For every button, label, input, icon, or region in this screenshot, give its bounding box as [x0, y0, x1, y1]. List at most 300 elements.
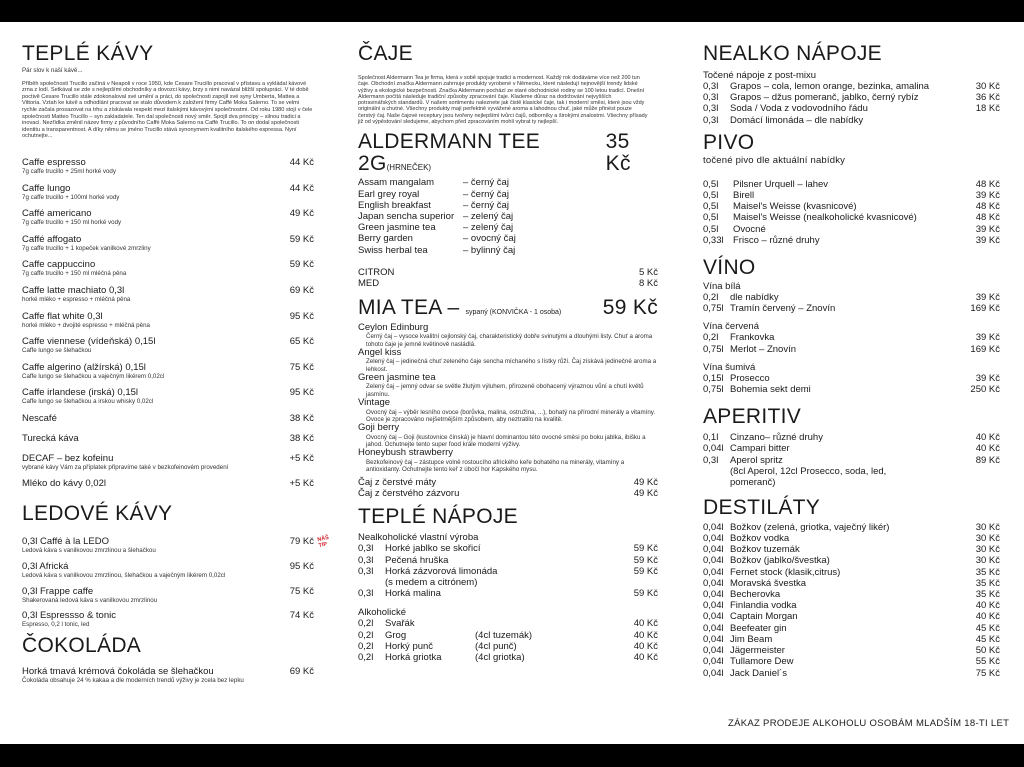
- iced-name: 0,3l Africká: [22, 561, 69, 573]
- wine-item: [703, 332, 1000, 343]
- aperitiv-item: [703, 455, 1000, 466]
- coffee-price: 49 Kč: [289, 208, 314, 220]
- ledove-kavy-title: LEDOVÉ KÁVY: [22, 502, 173, 526]
- spirit-item-name: Božkov tuzemák: [730, 544, 800, 556]
- fresh-tea: [358, 488, 658, 499]
- spirit-item-volume: 0,04l: [703, 555, 724, 567]
- spirit-item-price: 40 Kč: [975, 611, 1000, 623]
- nealko-list: [703, 81, 1000, 126]
- mia-tea-name: Ceylon Edinburg: [358, 321, 429, 333]
- tea-type: – zelený čaj: [463, 210, 514, 222]
- aperitiv-title: APERITIV: [703, 405, 802, 429]
- hot-drink-volume: 0,3l: [358, 543, 374, 555]
- tea-extras: [358, 267, 658, 289]
- iced-row: [22, 536, 314, 547]
- coffee-item: [22, 362, 314, 381]
- coffee-item: [22, 478, 314, 489]
- aperitiv-item-name: Campari bitter: [730, 443, 790, 455]
- spirit-item-name-wrap: [730, 555, 950, 566]
- aldermann-tea: [358, 211, 660, 222]
- wine-group-label: Vína šumivá: [703, 361, 756, 373]
- coffee-price: +5 Kč: [289, 452, 314, 464]
- beer-item-price: 48 Kč: [975, 178, 1000, 190]
- hot-alko-drink-extra: [475, 618, 608, 629]
- wine-name: Frankovka: [730, 332, 775, 344]
- aperitiv-item-price: 89 Kč: [975, 454, 1000, 466]
- coffee-price: 44 Kč: [289, 182, 314, 194]
- nealko-item-name-wrap: [730, 103, 950, 114]
- tea-type: – bylinný čaj: [463, 244, 516, 256]
- nealko-item-volume: 0,3l: [703, 81, 719, 92]
- hot-drink-volume: 0,3l: [358, 565, 374, 577]
- coffee-item: [22, 413, 314, 424]
- iced-desc: Ledová káva s vanilkovou zmrzlinou a šlehačkou: [22, 547, 156, 555]
- coffee-desc: 7g caffe trucillo + 150 ml horké vody: [22, 219, 122, 227]
- coffee-desc: 7g caffe trucillo + 100ml horké vody: [22, 193, 120, 201]
- aldermann-tea: [358, 200, 660, 211]
- column-drinks: [703, 40, 1000, 679]
- tea-type: – ovocný čaj: [463, 233, 516, 245]
- nealko-hot-subtitle: Nealkoholické vlastní výroba: [358, 532, 479, 544]
- spirit-item-name: Božkov (zelená, griotka, vaječný likér): [730, 521, 890, 533]
- iced-price: 95 Kč: [289, 561, 314, 573]
- aldermann-tea: [358, 189, 660, 200]
- mia-price: 59 Kč: [602, 295, 658, 319]
- spirit-item-price: 45 Kč: [975, 622, 1000, 634]
- wine-price: 169 Kč: [970, 343, 1000, 355]
- wine-group: [703, 362, 1000, 395]
- hot-drink-name-2: (s medem a citrónem): [385, 576, 478, 588]
- iced-coffee-list: [22, 536, 314, 628]
- spirit-item-price: 30 Kč: [975, 544, 1000, 556]
- iced-price: 75 Kč: [289, 585, 314, 597]
- spirit-item-price: 75 Kč: [975, 667, 1000, 679]
- aperitiv-item-volume: 0,1l: [703, 432, 719, 444]
- spirit-item-price: 30 Kč: [975, 533, 1000, 545]
- spirit-item-name-wrap: [730, 578, 950, 589]
- coffee-desc: 7g caffe trucillo + 1 kopeček vanilkové zmrzliny: [22, 244, 151, 252]
- tea-name: English breakfast: [358, 199, 431, 211]
- pivo-subtitle: točené pivo dle aktuální nabídky: [703, 154, 846, 166]
- beer-item-name: Frisco – různé druhy: [733, 234, 820, 246]
- beer-item-volume: 0,5l: [703, 223, 719, 235]
- spirit-item-price: 35 Kč: [975, 566, 1000, 578]
- mia-heading: [358, 297, 658, 319]
- pivo-list: [703, 179, 1000, 246]
- beer-item-price: 39 Kč: [975, 190, 1000, 202]
- tea-name: Green jasmine tea: [358, 222, 436, 234]
- aldermann-heading: [358, 131, 658, 175]
- wine-name: Bohemia sekt demi: [730, 384, 811, 396]
- iced-name: 0,3l Espressso & tonic: [22, 610, 116, 622]
- spirit-item: [703, 533, 1000, 544]
- aldermann-tea: [358, 233, 660, 244]
- spirit-item-name: Božkov vodka: [730, 533, 790, 545]
- hot-nealko-list: [358, 543, 658, 599]
- iced-desc: Shakerovaná ledová káva s vanilkovou zmrzlinou: [22, 596, 158, 604]
- aperitiv-note: (8cl Aperol, 12cl Prosecco, soda, led, pomeranč): [730, 465, 887, 488]
- beer-item-name-wrap: [733, 179, 950, 190]
- hot-alko-drink: [358, 618, 658, 629]
- wine-name: Prosecco: [730, 372, 770, 384]
- fresh-price: 49 Kč: [633, 477, 658, 489]
- hot-drink-volume: 0,3l: [358, 554, 374, 566]
- wine-volume: 0,2l: [703, 292, 719, 304]
- mia-tea-desc: Zelený čaj – jedinečná chuť zeleného čaje sencha míchaného s lístky růží. Čaj získává jedinečné aroma a lehkost.: [366, 358, 657, 373]
- beer-item-price: 39 Kč: [975, 223, 1000, 235]
- aperitiv-item-name-wrap: [730, 432, 950, 443]
- mia-tea-desc: Černý čaj – vysoce kvalitní cejlonský čaj, charakteristický dobře svinutými a dlouhými listy. Chuť a aroma tohoto čaje je jemně květinově nasládlá.: [366, 333, 653, 348]
- aperitiv-item-price: 40 Kč: [975, 443, 1000, 455]
- hot-alko-drink-price: 40 Kč: [633, 629, 658, 641]
- mia-list: [358, 323, 658, 474]
- aperitiv-item-volume: 0,04l: [703, 443, 724, 455]
- hot-drink: [358, 543, 658, 554]
- iced-row: [22, 586, 314, 597]
- spirit-item-name: Jägermeister: [730, 645, 785, 657]
- aperitiv-list: [703, 432, 1000, 466]
- mia-tea-name: Honeybush strawberry: [358, 447, 454, 459]
- iced-item: [22, 536, 314, 555]
- pivo-title: PIVO: [703, 130, 755, 154]
- hot-alko-drink-name: Horký punč: [385, 640, 434, 652]
- nealko-item: [703, 103, 1000, 114]
- spirit-item-volume: 0,04l: [703, 566, 724, 578]
- coffee-desc: horké mléko + dvojité espresso + mléčná pěna: [22, 321, 150, 329]
- cokolada-title: ČOKOLÁDA: [22, 633, 142, 657]
- coffee-price: 59 Kč: [289, 233, 314, 245]
- spirit-item: [703, 555, 1000, 566]
- coffee-item: [22, 157, 314, 176]
- hot-drink-price: 59 Kč: [633, 543, 658, 555]
- beer-item-name: Birell: [733, 190, 755, 202]
- spirit-item-name-wrap: [730, 600, 950, 611]
- aldermann-title: ALDERMANN TEE 2G: [358, 130, 541, 176]
- wine-price: 39 Kč: [975, 292, 1000, 304]
- aperitiv-item-volume: 0,3l: [703, 454, 719, 466]
- destilaty-list: [703, 522, 1000, 679]
- coffee-item: [22, 183, 314, 202]
- aperitiv-item: [703, 432, 1000, 443]
- coffee-tagline: Pár slov k naší kávě...: [22, 67, 83, 74]
- hot-drink-name-wrap: [385, 555, 608, 566]
- mia-tea-desc: Zelený čaj – jemný odvar se světle žlutým výluhem, přirozeně obohacený výraznou vůní a chutí květů jasmínu.: [366, 383, 644, 398]
- mia-tea-desc: Ovocný čaj – výběr lesního ovoce (borůvka, malina, ostružina, ...), bohatý na přírodní minerály a vitamíny. Ovoce je zpracováno nejšetrnějším způsobem, aby neztratilo na kvalitě.: [366, 408, 656, 423]
- wine-name: Tramín červený – Znovín: [730, 303, 836, 315]
- spirit-item-volume: 0,04l: [703, 611, 724, 623]
- hot-alko-drink-price: 40 Kč: [633, 640, 658, 652]
- nealko-item-price: 36 Kč: [975, 92, 1000, 104]
- iced-desc: Ledová káva s vanilkovou zmrzlinou, šlehačkou a vaječným likérem 0,02cl: [22, 572, 226, 580]
- coffee-desc: 7g caffe trucillo + 150 ml mléčná pěna: [22, 270, 127, 278]
- spirit-item-price: 45 Kč: [975, 633, 1000, 645]
- spirit-item-price: 55 Kč: [975, 656, 1000, 668]
- spirit-item: [703, 578, 1000, 589]
- coffee-row: [22, 478, 314, 489]
- coffee-name: Caffe irlandese (irská) 0,15l: [22, 387, 138, 399]
- spirit-item-price: 30 Kč: [975, 555, 1000, 567]
- spirit-item: [703, 623, 1000, 634]
- fresh-name: Čaj z čerstvé máty: [358, 477, 437, 489]
- spirit-item-price: 50 Kč: [975, 645, 1000, 657]
- wine-item: [703, 373, 1000, 384]
- iced-coffee-section: [22, 535, 330, 629]
- chocolate-name: Horká tmavá krémová čokoláda se šlehačkou: [22, 665, 214, 677]
- nealko-item: [703, 115, 1000, 126]
- spirit-item-price: 35 Kč: [975, 589, 1000, 601]
- coffee-item: [22, 285, 314, 304]
- aperitiv-item-price: 40 Kč: [975, 432, 1000, 444]
- coffee-price: 95 Kč: [289, 310, 314, 322]
- hot-drink-name: Horká malina: [385, 588, 441, 600]
- beer-item-volume: 0,5l: [703, 190, 719, 202]
- spirit-item: [703, 611, 1000, 622]
- mia-tea-name: Vintage: [358, 397, 391, 409]
- mia-tea-name: Angel kiss: [358, 346, 402, 358]
- beer-item-name: Ovocné: [733, 223, 766, 235]
- mia-tea: [358, 448, 658, 473]
- beer-item: [703, 212, 1000, 223]
- coffee-name: Turecká káva: [22, 432, 79, 444]
- spirit-item-volume: 0,04l: [703, 589, 724, 601]
- spirit-item: [703, 656, 1000, 667]
- wine-volume: 0,75l: [703, 343, 724, 355]
- hot-alko-drink-volume: 0,2l: [358, 640, 374, 652]
- hot-alko-drink-volume: 0,2l: [358, 651, 374, 663]
- beer-item: [703, 190, 1000, 201]
- spirit-item: [703, 544, 1000, 555]
- coffee-price: 95 Kč: [289, 387, 314, 399]
- nealko-item-name: Soda / Voda z vodovodního řádu: [730, 103, 868, 115]
- wine-group-label: Vína bílá: [703, 281, 741, 293]
- coffee-price: 38 Kč: [289, 412, 314, 424]
- spirit-item-price: 30 Kč: [975, 521, 1000, 533]
- coffee-price: 59 Kč: [289, 259, 314, 271]
- hot-drink: [358, 555, 658, 566]
- fresh-price: 49 Kč: [633, 488, 658, 500]
- wine-name: Merlot – Znovín: [730, 343, 796, 355]
- mia-tea-name: Goji berry: [358, 422, 400, 434]
- coffee-item: [22, 208, 314, 227]
- spirit-item-volume: 0,04l: [703, 521, 724, 533]
- spirit-item-name: Jim Beam: [730, 633, 773, 645]
- spirit-item: [703, 634, 1000, 645]
- coffee-name: Caffe lungo: [22, 182, 71, 194]
- mia-tea-name: Green jasmine tea: [358, 371, 436, 383]
- mia-tea: [358, 323, 658, 348]
- spirit-item-price: 40 Kč: [975, 600, 1000, 612]
- spirit-item-volume: 0,04l: [703, 544, 724, 556]
- coffee-desc: Caffe lungo se šlehačkou: [22, 347, 92, 355]
- aperitiv-item: [703, 443, 1000, 454]
- coffee-row: [22, 387, 314, 398]
- spirit-item-name-wrap: [730, 645, 950, 656]
- spirit-item-name: Božkov (jablko/švestka): [730, 555, 830, 567]
- wine-price: 250 Kč: [970, 384, 1000, 396]
- nealko-item-name-wrap: [730, 92, 950, 103]
- nealko-subtitle: Točené nápoje z post-mixu: [703, 70, 817, 81]
- fresh-tea: [358, 477, 658, 488]
- spirit-item: [703, 522, 1000, 533]
- spirit-item-name-wrap: [730, 522, 950, 533]
- beer-item-name-wrap: [733, 190, 950, 201]
- aperitiv-item-name: Aperol spritz: [730, 454, 783, 466]
- beer-item-volume: 0,5l: [703, 212, 719, 224]
- spirit-item-name: Becherovka: [730, 589, 781, 601]
- hot-drink-price: 59 Kč: [633, 565, 658, 577]
- tea-type: – černý čaj: [463, 188, 509, 200]
- alcohol-notice: ZÁKAZ PRODEJE ALKOHOLU OSOBÁM MLADŠÍM 18-TI LET: [728, 718, 1010, 729]
- tea-extra: [358, 267, 658, 278]
- wine-price: 169 Kč: [970, 303, 1000, 315]
- tea-name: Assam mangalam: [358, 177, 435, 189]
- hot-drink-price: 59 Kč: [633, 588, 658, 600]
- beer-item-name: Maisel's Weisse (nealkoholické kvasnicové): [733, 212, 917, 224]
- coffee-item: [22, 433, 314, 444]
- hot-alko-drink-name: Grog: [385, 629, 407, 641]
- iced-row: [22, 610, 314, 621]
- iced-item: [22, 586, 314, 605]
- beer-item-name: Maisel's Weisse (kvasnicové): [733, 201, 857, 213]
- wine-item: [703, 344, 1000, 355]
- spirit-item-volume: 0,04l: [703, 622, 724, 634]
- spirit-item-name-wrap: [730, 656, 950, 667]
- beer-item: [703, 235, 1000, 246]
- coffee-desc: 7g caffe trucillo + 25ml horké vody: [22, 167, 116, 175]
- coffee-row: [22, 433, 314, 444]
- spirit-item-volume: 0,04l: [703, 577, 724, 589]
- wine-volume: 0,75l: [703, 303, 724, 315]
- beer-item-price: 39 Kč: [975, 234, 1000, 246]
- beer-item: [703, 179, 1000, 190]
- extra-name: MED: [358, 277, 380, 289]
- coffee-name: Caffe viennese (vídeňská) 0,15l: [22, 336, 156, 348]
- mia-tea: [358, 423, 658, 448]
- coffee-row: [22, 234, 314, 245]
- coffee-row: [22, 183, 314, 194]
- wine-volume: 0,2l: [703, 332, 719, 344]
- coffee-item: [22, 311, 314, 330]
- spirit-item-volume: 0,04l: [703, 633, 724, 645]
- spirit-item-name: Beefeater gin: [730, 622, 787, 634]
- tea-name: Swiss herbal tea: [358, 244, 428, 256]
- hot-alko-drink-volume: 0,2l: [358, 618, 374, 630]
- teple-napoje-title: TEPLÉ NÁPOJE: [358, 505, 518, 529]
- nealko-item-name: Grapos – cola, lemon orange, bezinka, amalina: [730, 81, 930, 92]
- coffee-intro: Příběh společnosti Trucillo začíná v Neapoli v roce 1950, kde Cesare Trucillo pracoval v přístavu a vykládal kávové zrna z lodí. Setkával se zde s nejlepšími obchodníky a dovozci kávy, brzy s nimi navázal bližší spolupráci. V té době poctivě Cesare Trucillo stále zdokonaloval své umění a práci, do společnosti zapojil své syny Umberta, Mattea a Vittoria. Vztah ke kávě a odhodlání pracovat se stalo důvodem k založení firmy Caffè Moka Salerno. To se velmi rychle začala prosazovat na trhu a získávala respekt mezi italskými kávovými společnostmi. Od roku 1980 stojí v čele společnosti Matteo Trucillo – syn zakladatele. Ten dal společnosti nový směr. Spojil dva principy – silnou tradici a inovaci. Nezřídka změnil název firmy z původního Caffè Moka Salerno na Caffè Trucillo. To on dodal společnosti identitu a transparentnost. A díky němu se jméno Trucillo stává synonymem kvalitního italského espressa. Nyní ochutnejte...: [22, 80, 313, 140]
- coffee-row: [22, 453, 314, 464]
- nas-tip-stamp: NÁŠ TIP: [316, 535, 330, 550]
- wine-item: [703, 292, 1000, 303]
- destilaty-title: DESTILÁTY: [703, 495, 821, 519]
- iced-item: [22, 561, 314, 580]
- coffee-name: DECAF – bez kofeinu: [22, 452, 114, 464]
- aldermann-tea: [358, 222, 660, 233]
- tea-name: Earl grey royal: [358, 188, 420, 200]
- hot-drink-price: 59 Kč: [633, 554, 658, 566]
- spirit-item-name-wrap: [730, 668, 950, 679]
- spirit-item-volume: 0,04l: [703, 600, 724, 612]
- wine-group-label: Vína červená: [703, 321, 759, 333]
- spirit-item-name-wrap: [730, 567, 950, 578]
- tea-type: – černý čaj: [463, 199, 509, 211]
- coffee-desc: Caffe lungo se šlehačkou a vaječným likérem 0,02cl: [22, 372, 165, 380]
- nealko-item-price: 18 Kč: [975, 103, 1000, 115]
- beer-item-volume: 0,5l: [703, 201, 719, 213]
- mia-tea: [358, 348, 658, 373]
- iced-price: 74 Kč: [289, 610, 314, 622]
- spirit-item: [703, 600, 1000, 611]
- hot-alko-drink-extra: (4cl punč): [475, 640, 517, 652]
- hot-drink: [358, 566, 658, 588]
- teple-kavy-title: TEPLÉ KÁVY: [22, 42, 154, 65]
- spirit-item-name: Moravská švestka: [730, 577, 807, 589]
- beer-item-name: Pilsner Urquell – lahev: [733, 178, 829, 190]
- spirit-item-name-wrap: [730, 544, 950, 555]
- coffee-name: Nescafé: [22, 412, 57, 424]
- spirit-item-name-wrap: [730, 611, 950, 622]
- hot-alko-drink-name: Horká griotka: [385, 651, 442, 663]
- coffee-row: [22, 157, 314, 168]
- aldermann-unit: (HRNEČEK): [386, 163, 432, 173]
- coffee-name: Caffe espresso: [22, 156, 86, 168]
- coffee-name: Caffe flat white 0,3l: [22, 310, 103, 322]
- spirit-item-name-wrap: [730, 623, 950, 634]
- aperitiv-item-name: Cinzano– různé druhy: [730, 432, 823, 444]
- hot-drink-name: Horká zázvorová limonáda: [385, 565, 498, 577]
- nealko-title: NEALKO NÁPOJE: [703, 42, 882, 65]
- coffee-name: Caffé americano: [22, 208, 92, 220]
- spirit-item-name: Tullamore Dew: [730, 656, 794, 668]
- extra-name: CITRON: [358, 266, 395, 278]
- iced-price: 79 Kč: [289, 536, 314, 548]
- hot-drink-name: Horké jablko se skořicí: [385, 543, 481, 555]
- spirit-item-volume: 0,04l: [703, 645, 724, 657]
- mia-tea-desc: Ovocný čaj – Goji (kustovnice čínská) je hlavní dominantou této ovocné směsi po boku jablka, ibišku a jahod. Ochutnejte tento super food krále moderní výživy.: [366, 433, 646, 448]
- vino-list: [703, 281, 1000, 395]
- spirit-item-name: Captain Morgan: [730, 611, 798, 623]
- coffee-row: [22, 259, 314, 270]
- beer-item-name-wrap: [733, 235, 950, 246]
- extra-price: 8 Kč: [638, 277, 658, 289]
- vino-title: VÍNO: [703, 256, 756, 280]
- spirit-item-volume: 0,04l: [703, 656, 724, 668]
- beer-item-volume: 0,5l: [703, 178, 719, 190]
- spirit-item-price: 35 Kč: [975, 577, 1000, 589]
- wine-item: [703, 384, 1000, 395]
- coffee-item: [22, 234, 314, 253]
- coffee-row: [22, 336, 314, 347]
- nealko-item-volume: 0,3l: [703, 114, 719, 126]
- coffee-name: Caffe latte machiato 0,3l: [22, 284, 125, 296]
- tea-name: Japan sencha superior: [358, 210, 455, 222]
- coffee-desc: horké mléko + espresso + mléčná pěna: [22, 295, 131, 303]
- hot-alko-drink-extra: (4cl griotka): [475, 651, 525, 663]
- nealko-item: [703, 81, 1000, 92]
- coffee-name: Caffe cappuccino: [22, 259, 96, 271]
- nealko-item: [703, 92, 1000, 103]
- coffee-name: Caffé affogato: [22, 233, 82, 245]
- coffee-desc: vybrané kávy Vám za příplatek připravíme také v bezkofeinovém provedení: [22, 463, 229, 471]
- coffee-item: [22, 453, 314, 472]
- hot-drink-name-wrap: [385, 543, 608, 554]
- wine-group: [703, 281, 1000, 314]
- hot-drink-name-wrap: [385, 588, 608, 599]
- hot-alko-drink-extra: (4cl tuzemák): [475, 629, 533, 641]
- spirit-item: [703, 589, 1000, 600]
- hot-drink-name-wrap: [385, 566, 608, 588]
- nealko-item-volume: 0,3l: [703, 103, 719, 115]
